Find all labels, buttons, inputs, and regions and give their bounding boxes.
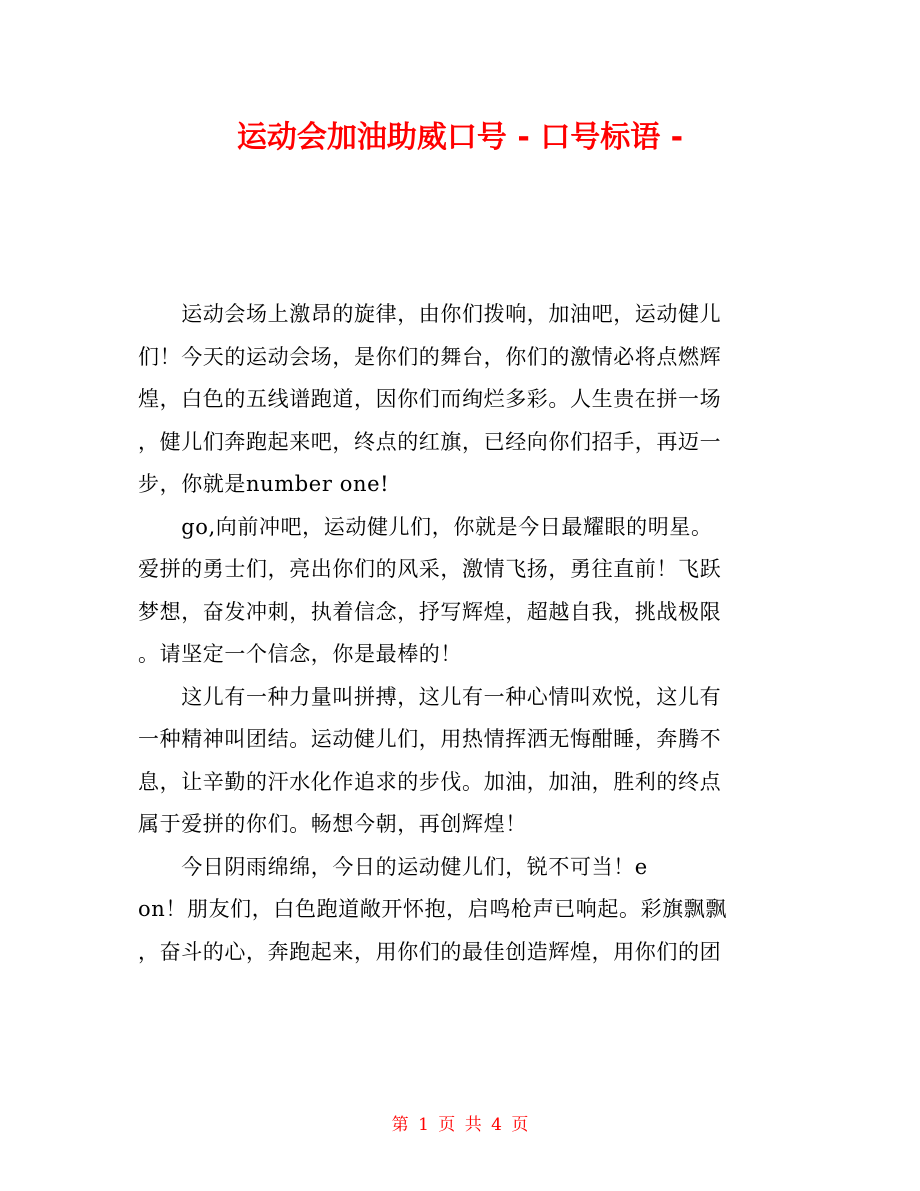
body-line: 息，让辛勤的汗水化作追求的步伐。加油，加油，胜利的终点	[138, 769, 722, 794]
page-number-footer: 第 1 页 共 4 页	[391, 1115, 529, 1135]
body-line: go,向前冲吧，运动健儿们，你就是今日最耀眼的明星。	[138, 514, 713, 539]
body-line: 一种精神叫团结。运动健儿们，用热情挥洒无悔酣睡，奔腾不	[138, 727, 722, 751]
body-line: 们！今天的运动会场，是你们的舞台，你们的激情必将点燃辉	[138, 344, 722, 369]
body-line: 这儿有一种力量叫拼搏，这儿有一种心情叫欢悦，这儿有	[138, 684, 722, 709]
body-line: 煌，白色的五线谱跑道，因你们而绚烂多彩。人生贵在拼一场	[138, 387, 722, 411]
body-line: 梦想，奋发冲刺，执着信念，抒写辉煌，超越自我，挑战极限	[138, 599, 722, 624]
document-body	[138, 293, 786, 973]
body-line: 。请坚定一个信念，你是最棒的！	[138, 642, 462, 666]
body-line: ，健儿们奔跑起来吧，终点的红旗，已经向你们招手，再迈一	[138, 429, 722, 454]
body-line: 属于爱拼的你们。畅想今朝，再创辉煌！	[138, 812, 527, 836]
body-line: 步，你就是number one!	[138, 472, 390, 496]
body-line: 运动会场上激昂的旋律，由你们拨响，加油吧，运动健儿	[138, 302, 722, 326]
document-title: 运动会加油助威口号 - 口号标语 -	[236, 120, 684, 155]
body-line: ，奋斗的心，奔跑起来，用你们的最佳创造辉煌，用你们的团	[138, 939, 722, 964]
body-line: on！朋友们，白色跑道敞开怀抱，启鸣枪声已响起。彩旗飘飘	[138, 897, 727, 921]
body-line: 今日阴雨绵绵，今日的运动健儿们，锐不可当！e	[138, 854, 648, 879]
body-line: 爱拼的勇士们，亮出你们的风采，激情飞扬，勇往直前！飞跃	[138, 557, 722, 581]
